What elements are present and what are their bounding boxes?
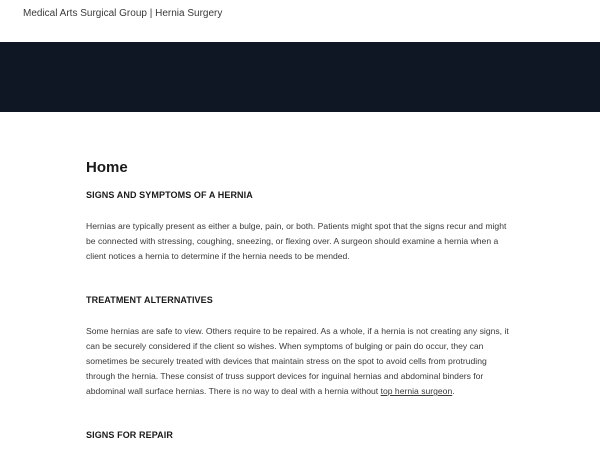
- top-hernia-surgeon-link[interactable]: top hernia surgeon: [380, 386, 453, 396]
- section-heading-symptoms: SIGNS AND SYMPTOMS OF A HERNIA: [86, 190, 253, 200]
- section-paragraph-symptoms: Hernias are typically present as either a bulge, pain, or both. Patients might spot that the signs recur and might be connected with stressing, coughing, sneezing, or flexing over. A surgeon should examine a hernia when a client notices a hernia to determine if the hernia needs to be mended.: [86, 221, 507, 261]
- hero-banner: [0, 42, 600, 112]
- treatment-text-after-link: .: [452, 386, 455, 396]
- main-content: [86, 112, 516, 441]
- section-heading-repair: SIGNS FOR REPAIR: [86, 430, 173, 440]
- section-paragraph-treatment: [86, 324, 516, 399]
- site-title-link[interactable]: Medical Arts Surgical Group | Hernia Surgery: [23, 8, 223, 19]
- treatment-text-before-link: Some hernias are safe to view. Others require to be repaired. As a whole, if a hernia is not creating any signs, it can be securely considered if the client so wishes. When symptoms of bulging or pain do occur, they can sometimes be securely treated with devices that maintain stress on the spot to avoid cells from protruding through the hernia. These consist of truss support devices for inguinal hernias and abdominal binders for abdominal wall surface hernias. There is no way to deal with a hernia without: [86, 326, 509, 396]
- page-title: Home: [86, 159, 128, 176]
- section-heading-treatment: TREATMENT ALTERNATIVES: [86, 295, 213, 305]
- site-header: [0, 0, 600, 42]
